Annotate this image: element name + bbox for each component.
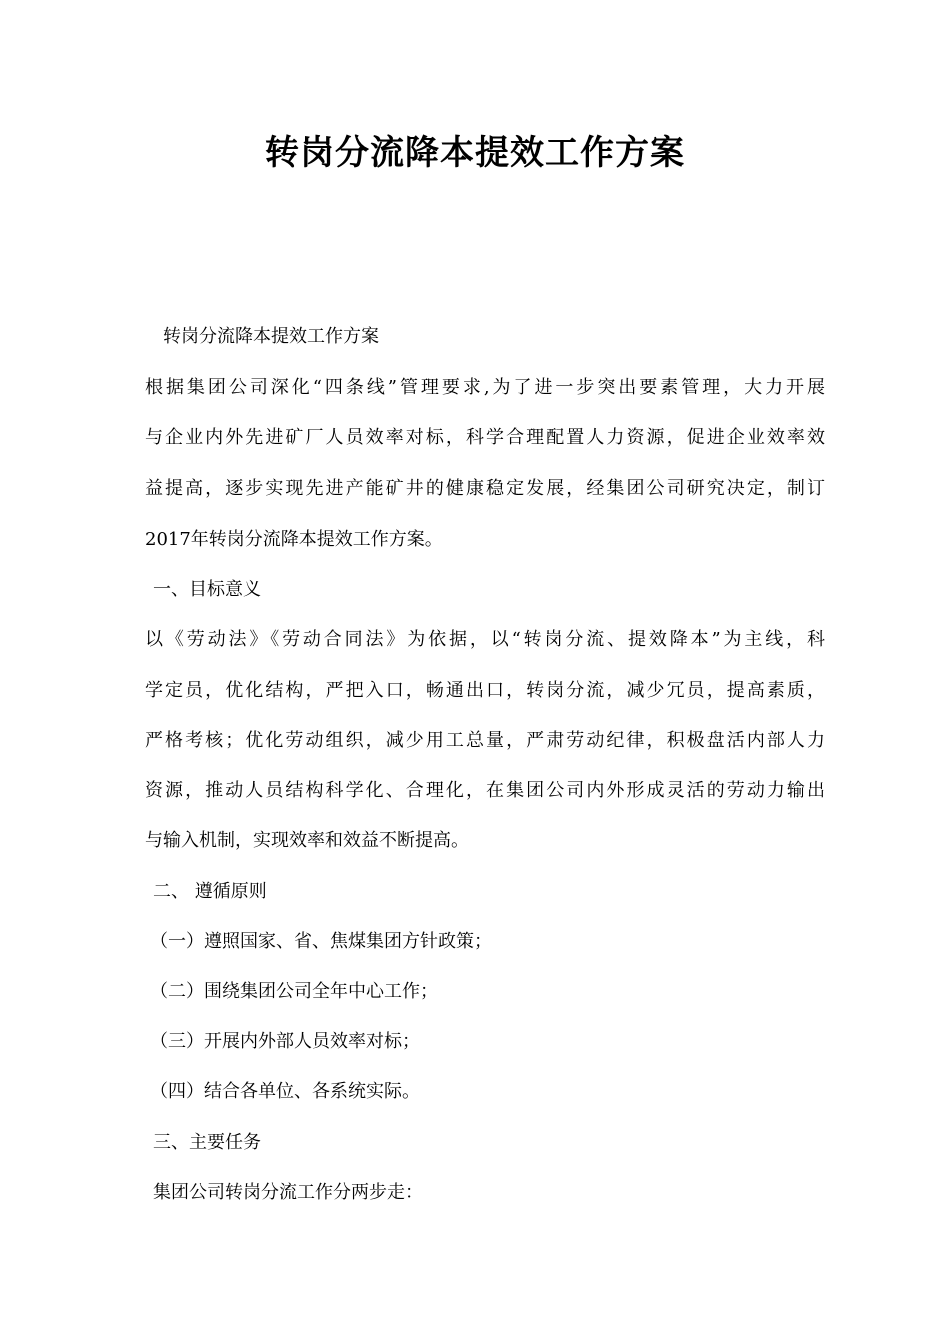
section1-line-3: 严格考核；优化劳动组织，减少用工总量，严肃劳动纪律，积极盘活内部人力 — [145, 730, 825, 751]
section3-heading: 三、主要任务 — [153, 1132, 261, 1153]
subtitle: 转岗分流降本提效工作方案 — [163, 326, 379, 347]
intro-line-1: 根据集团公司深化“四条线”管理要求,为了进一步突出要素管理，大力开展 — [145, 377, 825, 398]
document-title: 转岗分流降本提效工作方案 — [265, 133, 685, 173]
section1-line-1: 以《劳动法》《劳动合同法》为依据，以“转岗分流、提效降本”为主线，科 — [145, 629, 825, 650]
principle-item: （二）围绕集团公司全年中心工作； — [150, 981, 438, 1002]
principle-item: （一）遵照国家、省、焦煤集团方针政策； — [150, 931, 492, 952]
principle-item: （三）开展内外部人员效率对标； — [150, 1031, 420, 1052]
section1-line-2: 学定员，优化结构，严把入口，畅通出口，转岗分流，减少冗员，提高素质， — [145, 680, 825, 701]
section1-heading: 一、目标意义 — [153, 579, 261, 600]
section3-line-1: 集团公司转岗分流工作分两步走： — [153, 1182, 423, 1203]
section1-line-5: 与输入机制，实现效率和效益不断提高。 — [145, 830, 469, 851]
section1-line-4: 资源，推动人员结构科学化、合理化，在集团公司内外形成灵活的劳动力输出 — [145, 780, 825, 801]
section2-heading: 二、 遵循原则 — [153, 881, 267, 902]
principle-item: （四）结合各单位、各系统实际。 — [150, 1081, 420, 1102]
intro-line-3: 益提高，逐步实现先进产能矿井的健康稳定发展，经集团公司研究决定，制订 — [145, 478, 825, 499]
intro-line-2: 与企业内外先进矿厂人员效率对标，科学合理配置人力资源，促进企业效率效 — [145, 427, 825, 448]
intro-line-4: 2017年转岗分流降本提效工作方案。 — [145, 529, 443, 550]
